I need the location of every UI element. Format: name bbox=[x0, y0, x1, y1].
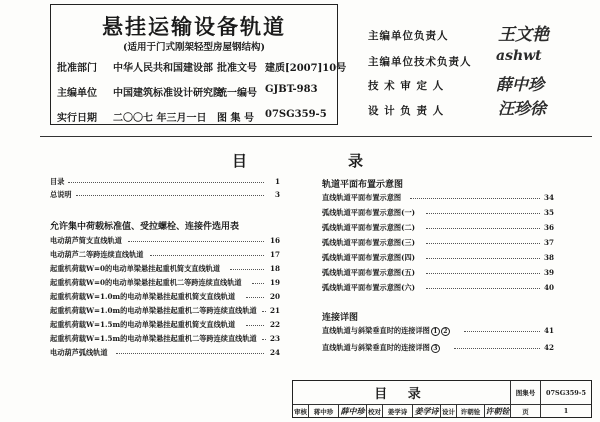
signature: 许朝铨 bbox=[485, 405, 510, 416]
atlas-number: 07SG359-5 bbox=[541, 381, 591, 405]
toc-heading-left: 目 bbox=[232, 152, 248, 170]
responsible-label: 主编单位负责人 bbox=[368, 30, 449, 42]
circled-number: 3 bbox=[431, 344, 440, 353]
signature: 薛中珍 bbox=[339, 405, 367, 417]
toc-section-right-2: 连接详图 bbox=[322, 313, 359, 323]
title-block: 目 录 图集号 07SG359-5 审核 蒋中珍 薛中珍 校对 姜学诗 姜学诗 设计 许朝铨 许朝铨 页 1 bbox=[292, 380, 592, 418]
toc-section-left: 允许集中荷载标准值、受拉螺栓、连接件选用表 bbox=[50, 222, 240, 232]
header-divider bbox=[40, 136, 592, 137]
toc-heading-right: 录 bbox=[348, 152, 364, 170]
signature: ashwt bbox=[496, 48, 542, 64]
header-box: 悬挂运输设备轨道 (适用于门式刚架轻型房屋钢结构) 批准部门 中华人民共和国建设部 批准文号 建质[2007]10号 主编单位 中国建筑标准设计研究院 统一编号 GJBT-983 实行日期 二〇〇七 年三月一日 图 集 号 07SG359-5 bbox=[50, 4, 338, 125]
title-block-name: 目 录 bbox=[293, 381, 511, 405]
page-label: 页 bbox=[511, 405, 541, 417]
responsible-label: 主编单位技术负责人 bbox=[368, 56, 472, 68]
page-number: 1 bbox=[563, 407, 569, 415]
signature: 姜学诗 bbox=[413, 405, 441, 417]
circled-number: 2 bbox=[441, 327, 450, 336]
page-subtitle: (适用于门式刚架轻型房屋钢结构) bbox=[123, 42, 265, 53]
responsible-label: 设 计 负 责 人 bbox=[368, 105, 445, 117]
page-title: 悬挂运输设备轨道 bbox=[102, 14, 286, 39]
toc-section-right-1: 轨道平面布置示意图 bbox=[322, 180, 404, 190]
signature: 王文艳 bbox=[498, 25, 549, 45]
atlas-label: 图集号 bbox=[511, 381, 541, 405]
signature: 薛中珍 bbox=[496, 75, 545, 94]
signature: 汪珍徐 bbox=[498, 99, 547, 118]
responsible-label: 技 术 审 定 人 bbox=[368, 80, 445, 92]
circled-number: 1 bbox=[431, 327, 440, 336]
